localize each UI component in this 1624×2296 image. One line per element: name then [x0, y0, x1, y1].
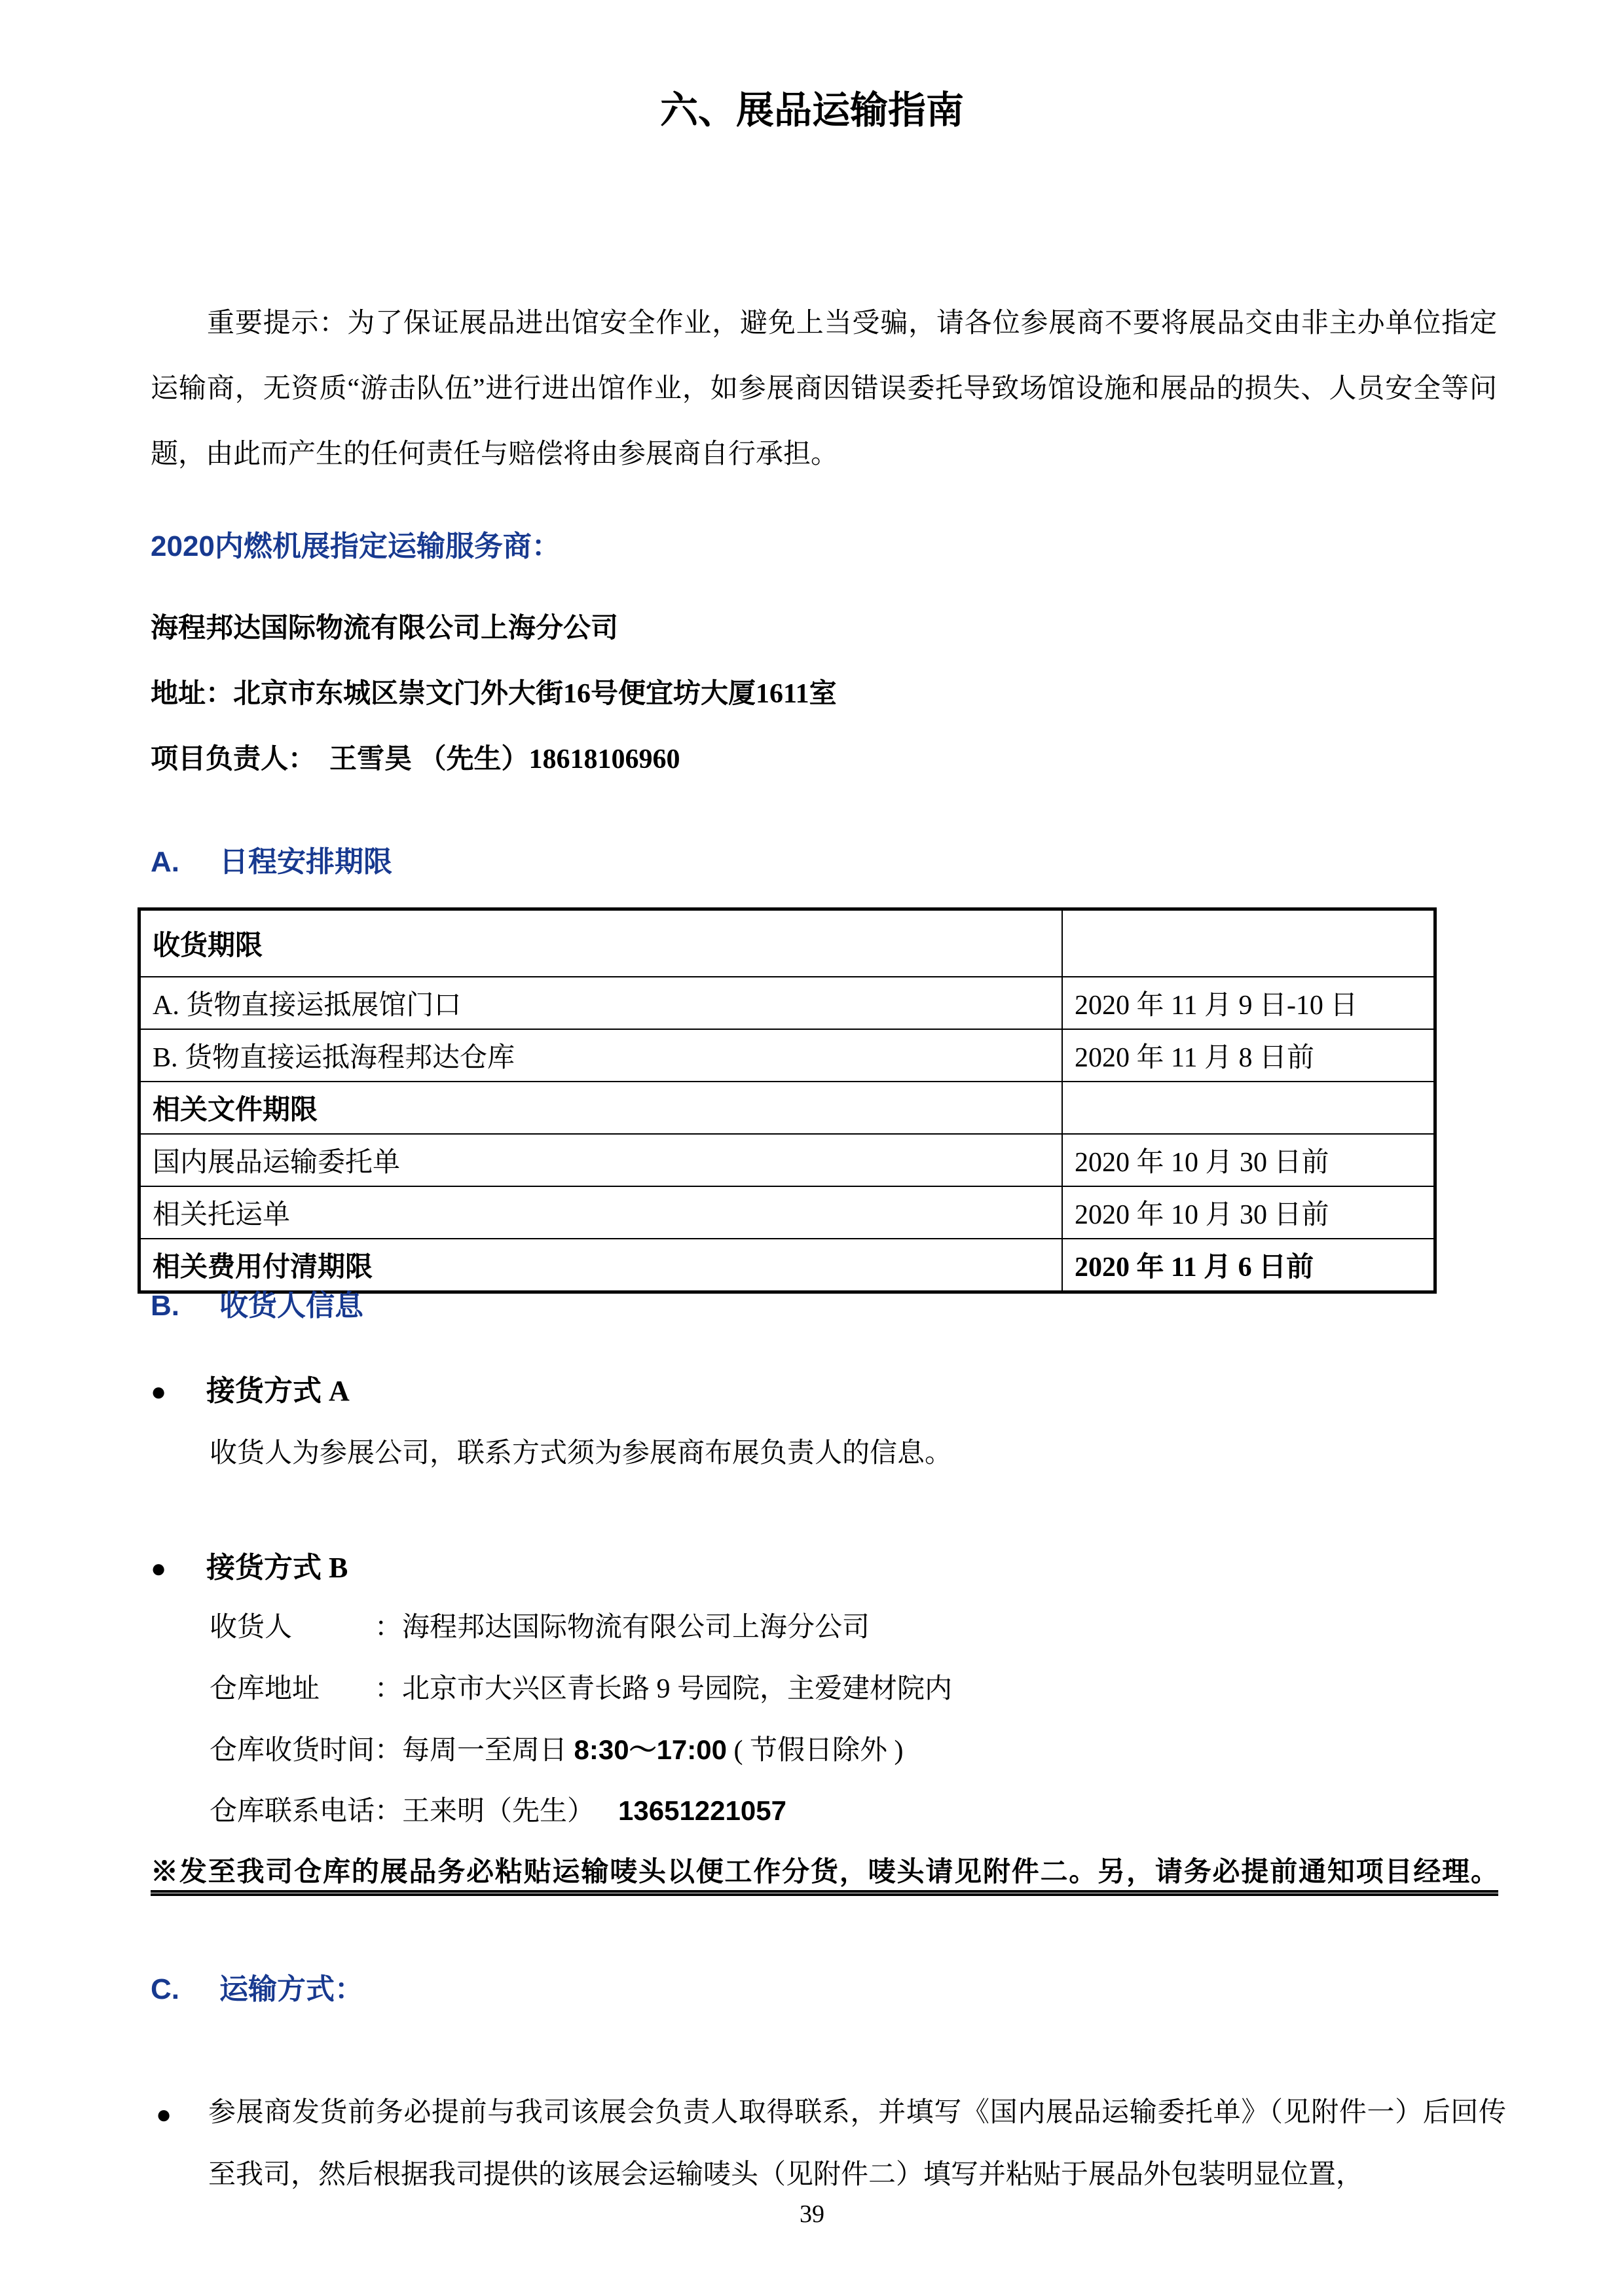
- section-a-heading: [151, 838, 392, 880]
- bullet-icon: ●: [151, 1377, 167, 1406]
- table-row: [139, 909, 1435, 977]
- transport-method-text: 参展商发货前务必提前与我司该展会负责人取得联系，并填写《国内展品运输委托单》（见附件一）后回传至我司，然后根据我司提供的该展会运输唛头（见附件二）填写并粘贴于展品外包装明显位置，: [208, 2098, 1506, 2190]
- warehouse-phone-number: 13651221057: [618, 1795, 786, 1826]
- table-cell-label: 相关托运单: [139, 1186, 1063, 1239]
- section-a-letter: A.: [151, 846, 179, 878]
- table-cell-value: [1062, 1082, 1435, 1134]
- table-cell-label: 国内展品运输委托单: [139, 1134, 1063, 1186]
- receiving-method-b-label: 接货方式 B: [206, 1552, 348, 1584]
- provider-company-name: 海程邦达国际物流有限公司上海分公司: [151, 613, 619, 644]
- table-cell-value: 2020 年 11 月 8 日前: [1062, 1029, 1435, 1082]
- section-c-heading: [151, 1965, 363, 2007]
- table-cell-value: 2020 年 11 月 9 日-10 日: [1062, 977, 1435, 1029]
- table-row: [139, 977, 1435, 1029]
- schedule-deadline-table: [138, 907, 1437, 1294]
- table-row: [139, 1029, 1435, 1082]
- table-cell-label: 收货期限: [139, 909, 1063, 977]
- table-row: [139, 1134, 1435, 1186]
- warehouse-phone-line: [210, 1789, 786, 1829]
- section-c-letter: C.: [151, 1973, 179, 2005]
- table-cell-label: B. 货物直接运抵海程邦达仓库: [139, 1029, 1063, 1082]
- table-cell-value: 2020 年 10 月 30 日前: [1062, 1186, 1435, 1239]
- table-cell-value: 2020 年 10 月 30 日前: [1062, 1134, 1435, 1186]
- bullet-icon: ●: [151, 1554, 167, 1583]
- page-title: 六、展品运输指南: [659, 88, 964, 132]
- warehouse-address-line: 仓库地址 ：北京市大兴区青长路 9 号园院，主爱建材院内: [210, 1674, 953, 1704]
- section-a-heading-text: 日程安排期限: [219, 846, 392, 878]
- table-row: [139, 1082, 1435, 1134]
- consignee-line: 收货人 ：海程邦达国际物流有限公司上海分公司: [210, 1613, 870, 1643]
- receiving-method-a-label: 接货方式 A: [206, 1375, 350, 1407]
- provider-address: 地址：北京市东城区崇文门外大街16号便宜坊大厦1611室: [151, 679, 837, 709]
- section-b-heading: [151, 1282, 363, 1324]
- table-cell-label: 相关费用付清期限: [139, 1239, 1063, 1292]
- important-notice-paragraph: 重要提示：为了保证展品进出馆安全作业，避免上当受骗，请各位参展商不要将展品交由非主办单位指定运输商，无资质“游击队伍”进行进出馆作业，如参展商因错误委托导致场馆设施和展品的损失、人员安全等问题，由此而产生的任何责任与赔偿将由参展商自行承担。: [151, 308, 1497, 469]
- table-cell-value: 2020 年 11 月 6 日前: [1062, 1239, 1435, 1292]
- receiving-method-a-title: [151, 1367, 350, 1409]
- table-cell-label: A. 货物直接运抵展馆门口: [139, 977, 1063, 1029]
- warehouse-time-hours: 8:30～17:00: [574, 1734, 727, 1765]
- provider-project-manager: 项目负责人： 王雪昊 （先生）18618106960: [151, 744, 680, 774]
- page-number: 39: [800, 2200, 824, 2228]
- provider-section-heading: 2020内燃机展指定运输服务商：: [151, 530, 561, 562]
- warehouse-time-line: [210, 1728, 903, 1768]
- receiving-method-b-title: [151, 1544, 348, 1586]
- section-b-heading-text: 收货人信息: [219, 1290, 363, 1322]
- transport-method-paragraph: [151, 2082, 1506, 2206]
- warehouse-phone-contact: 仓库联系电话：王来明（先生）: [210, 1796, 595, 1827]
- section-c-heading-text: 运输方式：: [219, 1973, 363, 2005]
- receiving-method-a-body: 收货人为参展公司，联系方式须为参展商布展负责人的信息。: [210, 1438, 953, 1468]
- table-cell-value: [1062, 909, 1435, 977]
- warehouse-time-suffix: ( 节假日除外 ): [727, 1736, 904, 1766]
- bullet-icon: ●: [156, 2100, 172, 2129]
- shipping-mark-warning: ※发至我司仓库的展品务必粘贴运输唛头以便工作分货，唛头请见附件二。另，请务必提前通知项目经理。: [151, 1857, 1498, 1887]
- section-b-letter: B.: [151, 1290, 179, 1322]
- table-row: [139, 1186, 1435, 1239]
- warehouse-time-prefix: 仓库收货时间：每周一至周日: [210, 1736, 574, 1766]
- table-cell-label: 相关文件期限: [139, 1082, 1063, 1134]
